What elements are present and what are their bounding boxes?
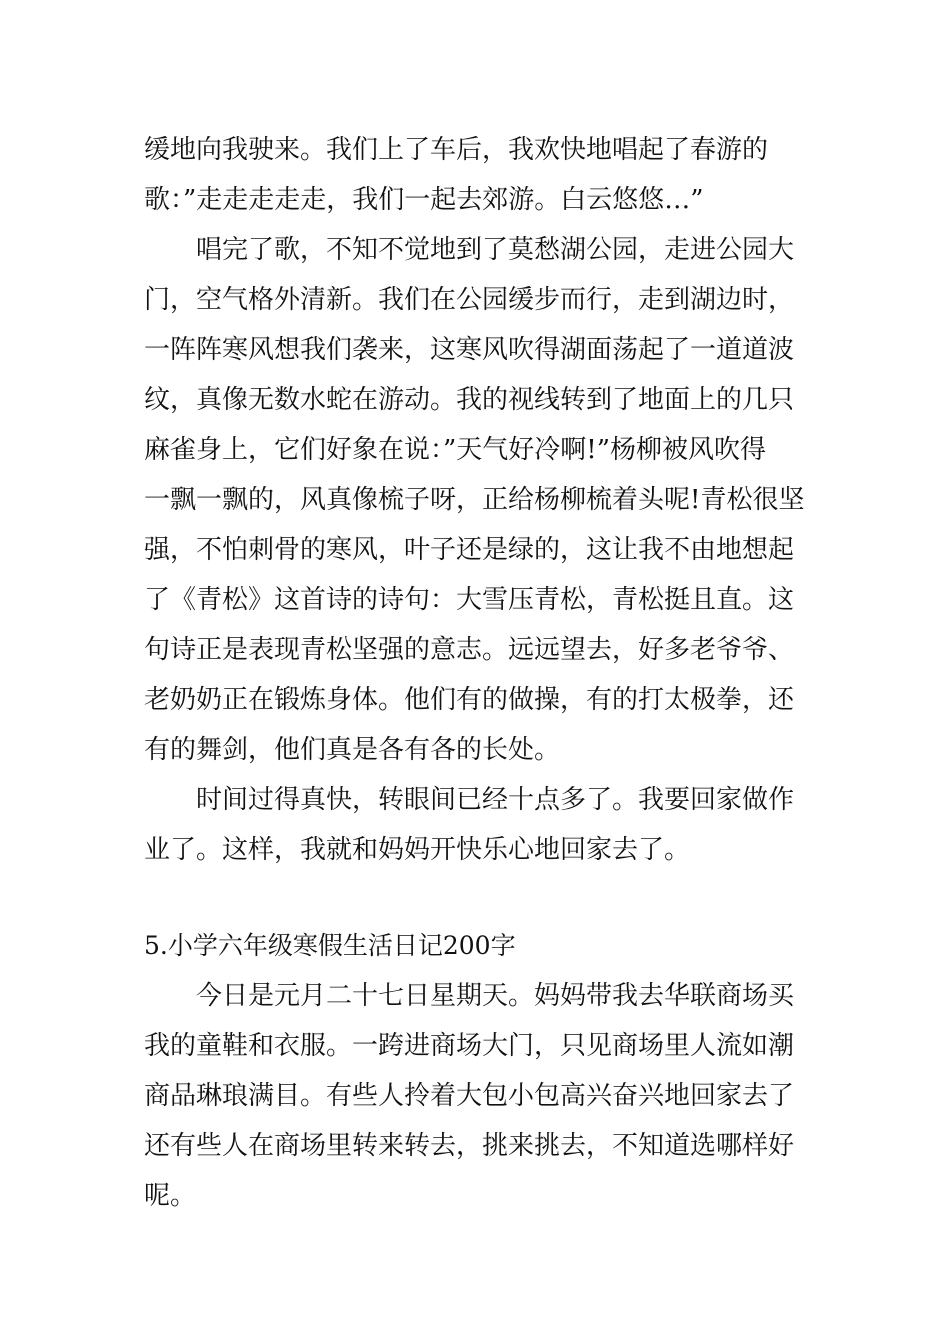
paragraph-line: 唱完了歌，不知不觉地到了莫愁湖公园，走进公园大 — [196, 235, 795, 265]
paragraph-line: 缓地向我驶来。我们上了车后，我欢快地唱起了春游的 — [144, 135, 769, 165]
paragraph-line: 强，不怕刺骨的寒风，叶子还是绿的，这让我不由地想起 — [144, 535, 795, 565]
paragraph-line: 商品琳琅满目。有些人拎着大包小包高兴奋兴地回家去了 — [144, 1081, 795, 1111]
paragraph-line: 一阵阵寒风想我们袭来，这寒风吹得湖面荡起了一道道波 — [144, 335, 795, 365]
paragraph-line: 老奶奶正在锻炼身体。他们有的做操，有的打太极拳，还 — [144, 685, 795, 715]
paragraph-line: 了《青松》这首诗的诗句：大雪压青松，青松挺且直。这 — [144, 585, 795, 615]
paragraph-line: 有的舞剑，他们真是各有各的长处。 — [144, 735, 561, 765]
paragraph-line: 麻雀身上，它们好象在说：”天气好冷啊!”杨柳被风吹得 — [144, 435, 767, 465]
paragraph-line: 呢。 — [144, 1181, 197, 1211]
paragraph-line: 我的童鞋和衣服。一跨进商场大门，只见商场里人流如潮 — [144, 1031, 795, 1061]
paragraph-line: 时间过得真快，转眼间已经十点多了。我要回家做作 — [196, 785, 795, 815]
paragraph-line: 门，空气格外清新。我们在公园缓步而行，走到湖边时， — [144, 285, 795, 315]
section-heading: 5.小学六年级寒假生活日记200字 — [144, 931, 516, 960]
paragraph-line: 还有些人在商场里转来转去，挑来挑去，不知道选哪样好 — [144, 1131, 795, 1161]
paragraph-line: 句诗正是表现青松坚强的意志。远远望去，好多老爷爷、 — [144, 635, 795, 665]
paragraph-line: 一飘一飘的，风真像梳子呀，正给杨柳梳着头呢!青松很坚 — [144, 485, 805, 515]
paragraph-line: 业了。这样，我就和妈妈开快乐心地回家去了。 — [144, 835, 691, 865]
paragraph-line: 纹，真像无数水蛇在游动。我的视线转到了地面上的几只 — [144, 385, 795, 415]
paragraph-line: 歌：”走走走走走，我们一起去郊游。白云悠悠…” — [144, 185, 704, 215]
paragraph-line: 今日是元月二十七日星期天。妈妈带我去华联商场买 — [196, 981, 795, 1011]
